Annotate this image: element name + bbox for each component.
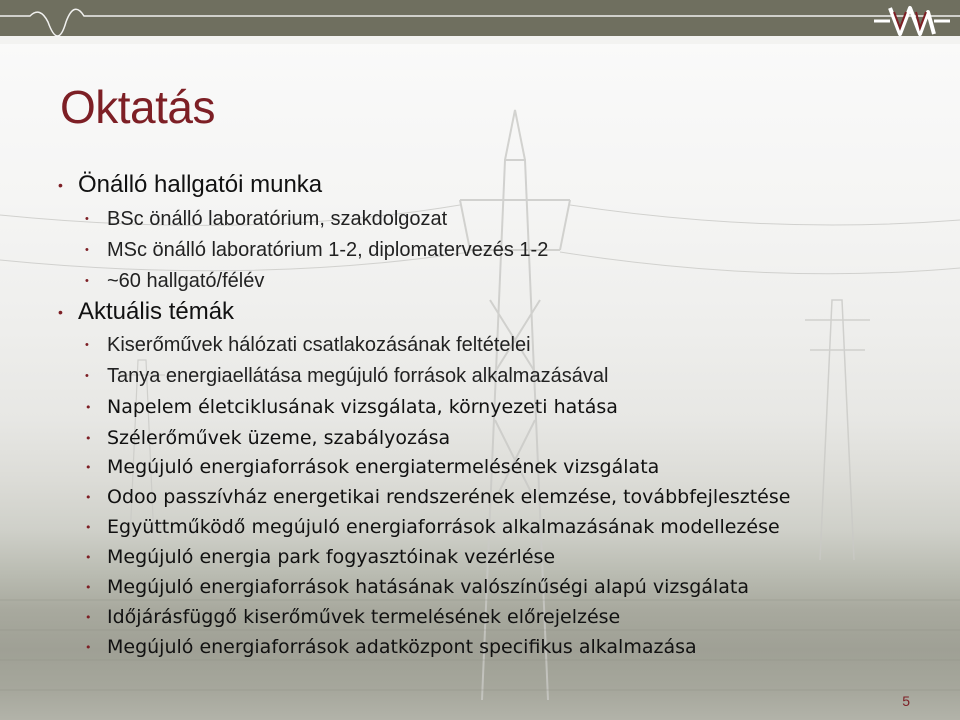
section-1-label: Önálló hallgatói munka: [78, 171, 323, 198]
bullet-dot-icon: •: [85, 611, 92, 624]
list-item: • Megújuló energiaforrások hatásának valószínűségi alapú vizsgálata: [85, 576, 750, 598]
bullet-dot-icon: •: [85, 581, 92, 594]
bullet-dot-icon: •: [85, 275, 89, 287]
list-item: • MSc önálló laboratórium 1-2, diplomatervezés 1-2: [85, 239, 549, 261]
bullet-dot-icon: •: [85, 521, 92, 534]
bullet-dot-icon: •: [85, 551, 92, 564]
bullet-dot-icon: •: [85, 213, 89, 225]
list-item: • Együttműködő megújuló energiaforrások alkalmazásának modellezése: [85, 516, 780, 538]
list-item: • Tanya energiaellátása megújuló források alkalmazásával: [85, 365, 609, 387]
list-item: • Megújuló energia park fogyasztóinak vezérlése: [85, 546, 556, 568]
bullet-dot-icon: •: [85, 244, 89, 256]
bullet-dot-icon: •: [85, 491, 92, 504]
bullet-dot-icon: •: [58, 177, 63, 193]
list-item: • Napelem életciklusának vizsgálata, környezeti hatása: [85, 396, 618, 418]
section-2-label: Aktuális témák: [78, 298, 235, 325]
vm-logo-icon: [870, 2, 954, 40]
bullet-dot-icon: •: [58, 304, 63, 320]
bullet-dot-icon: •: [85, 641, 92, 654]
list-item: • BSc önálló laboratórium, szakdolgozat: [85, 208, 448, 230]
list-item: • Időjárásfüggő kiserőművek termelésének előrejelzése: [85, 606, 621, 628]
bullet-section-1: [58, 171, 323, 199]
header-band: [0, 0, 960, 44]
list-item: • Kiserőművek hálózati csatlakozásának feltételei: [85, 334, 531, 356]
bullet-dot-icon: •: [85, 339, 89, 351]
list-item: • ~60 hallgató/félév: [85, 270, 265, 292]
page-title: Oktatás: [60, 81, 216, 133]
bullet-dot-icon: •: [85, 370, 89, 382]
page-number: 5: [902, 693, 910, 709]
list-item: • Szélerőművek üzeme, szabályozása: [85, 427, 451, 449]
bullet-dot-icon: •: [85, 432, 92, 445]
bullet-dot-icon: •: [85, 461, 92, 474]
list-item: • Megújuló energiaforrások energiatermelésének vizsgálata: [85, 456, 660, 478]
bullet-dot-icon: •: [85, 401, 92, 414]
list-item: • Megújuló energiaforrások adatközpont specifikus alkalmazása: [85, 636, 697, 658]
list-item: • Odoo passzívház energetikai rendszerének elemzése, továbbfejlesztése: [85, 486, 791, 508]
bullet-section-2: [58, 298, 235, 326]
